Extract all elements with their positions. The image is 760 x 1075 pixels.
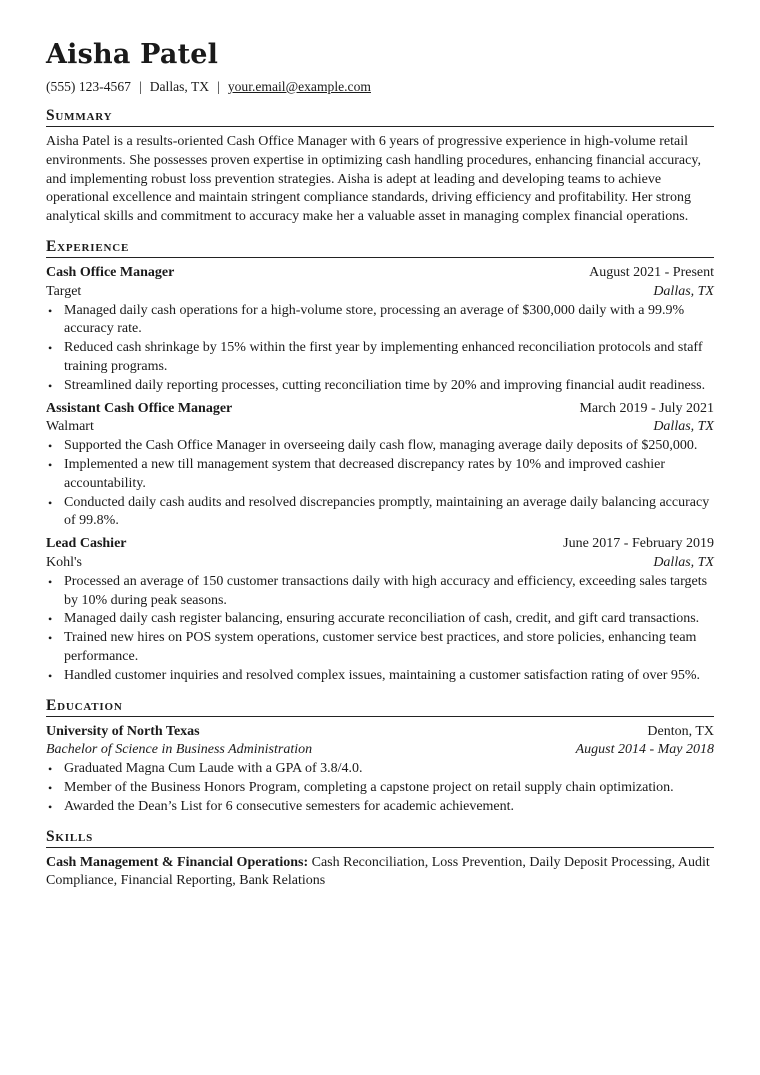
job-location: Dallas, TX [653,419,714,435]
job-location: Dallas, TX [653,283,714,299]
bullet-item: • Managed daily cash register balancing, ensuring accurate reconciliation of cash, credit, and gift card transactions. [64,610,714,629]
job-bullets [46,302,714,396]
job-role: Lead Cashier [46,536,127,552]
bullet-item: • Reduced cash shrinkage by 15% within the first year by implementing enhanced reconciliation protocols and staff training programs. [64,339,714,377]
bullet-item: • Conducted daily cash audits and resolved discrepancies promptly, maintaining an average daily balancing accuracy of 99.8%. [64,494,714,532]
job-role: Assistant Cash Office Manager [46,400,233,416]
bullet-item: • Graduated Magna Cum Laude with a GPA of 3.8/4.0. [64,760,714,779]
job-company: Walmart [46,419,94,435]
skills-category: Cash Management & Financial Operations: [46,854,309,870]
bullet-item: • Implemented a new till management system that decreased discrepancy rates by 10% and improved cashier accountability. [64,456,714,494]
education-subheader [46,741,714,760]
job-company: Target [46,283,82,299]
education-header [46,723,714,742]
job-bullets [46,573,714,686]
section-title-summary: Summary [46,106,714,127]
education-entry [46,723,714,817]
education-bullets [46,760,714,816]
job-header [46,535,714,554]
candidate-name: Aisha Patel [46,39,219,70]
section-title-education: Education [46,696,714,717]
job-entry [46,264,714,396]
summary-text: Aisha Patel is a results-oriented Cash Office Manager with 6 years of progressive experience in high-volume retail environments. She possesses proven expertise in optimizing cash handling procedures, enhancing financial accuracy, and implementing robust loss prevention strategies. Aisha is adept at leading and developing teams to achieve operational excellence and maintain stringent compliance standards, driving efficiency and profitability. Her strong analytical skills and commitment to accuracy make her a valuable asset in managing complex financial operations. [46,134,701,225]
skills-line [46,854,714,892]
school-location: Denton, TX [647,723,714,739]
bullet-item: • Handled customer inquiries and resolved complex issues, maintaining a customer satisfaction rating of over 95%. [64,667,714,686]
contact-phone: (555) 123-4567 [46,79,131,94]
job-subheader [46,554,714,573]
job-subheader [46,418,714,437]
contact-separator: | [138,79,142,94]
job-location: Dallas, TX [653,554,714,570]
bullet-item: • Awarded the Dean’s List for 6 consecutive semesters for academic achievement. [64,798,714,817]
job-subheader [46,283,714,302]
education-dates: August 2014 - May 2018 [575,742,714,758]
job-entry [46,400,714,532]
job-header [46,264,714,283]
job-dates: March 2019 - July 2021 [579,400,714,416]
job-bullets [46,437,714,531]
bullet-item: • Processed an average of 150 customer transactions daily with high accuracy and efficiency, exceeding sales targets by 10% during peak seasons. [64,573,714,611]
job-role: Cash Office Manager [46,264,175,280]
degree-name: Bachelor of Science in Business Administration [46,742,313,758]
job-dates: June 2017 - February 2019 [563,536,714,552]
bullet-item: • Trained new hires on POS system operations, customer service best practices, and store policies, enhancing team performance. [64,629,714,667]
bullet-item: • Supported the Cash Office Manager in overseeing daily cash flow, managing average daily deposits of $250,000. [64,437,714,456]
section-title-experience: Experience [46,237,714,258]
job-header [46,400,714,419]
bullet-item: • Member of the Business Honors Program, completing a capstone project on retail supply chain optimization. [64,779,714,798]
job-dates: August 2021 - Present [589,264,714,280]
contact-email-link[interactable]: your.email@example.com [227,79,371,94]
contact-separator: | [217,79,220,94]
bullet-item: • Managed daily cash operations for a high-volume store, processing an average of $300,000 daily with a 99.9% accuracy rate. [64,302,714,340]
contact-line [46,78,714,96]
skills-items: Cash Reconciliation, Loss Prevention, Daily Deposit Processing, Audit Compliance, Financial Reporting, Bank Relations [46,854,710,889]
job-entry [46,535,714,685]
job-company: Kohl's [46,554,82,570]
bullet-item: • Streamlined daily reporting processes, cutting reconciliation time by 20% and improving financial audit readiness. [64,377,714,396]
school-name: University of North Texas [46,723,200,739]
contact-location: Dallas, TX [149,79,210,94]
section-title-skills: Skills [46,827,714,848]
